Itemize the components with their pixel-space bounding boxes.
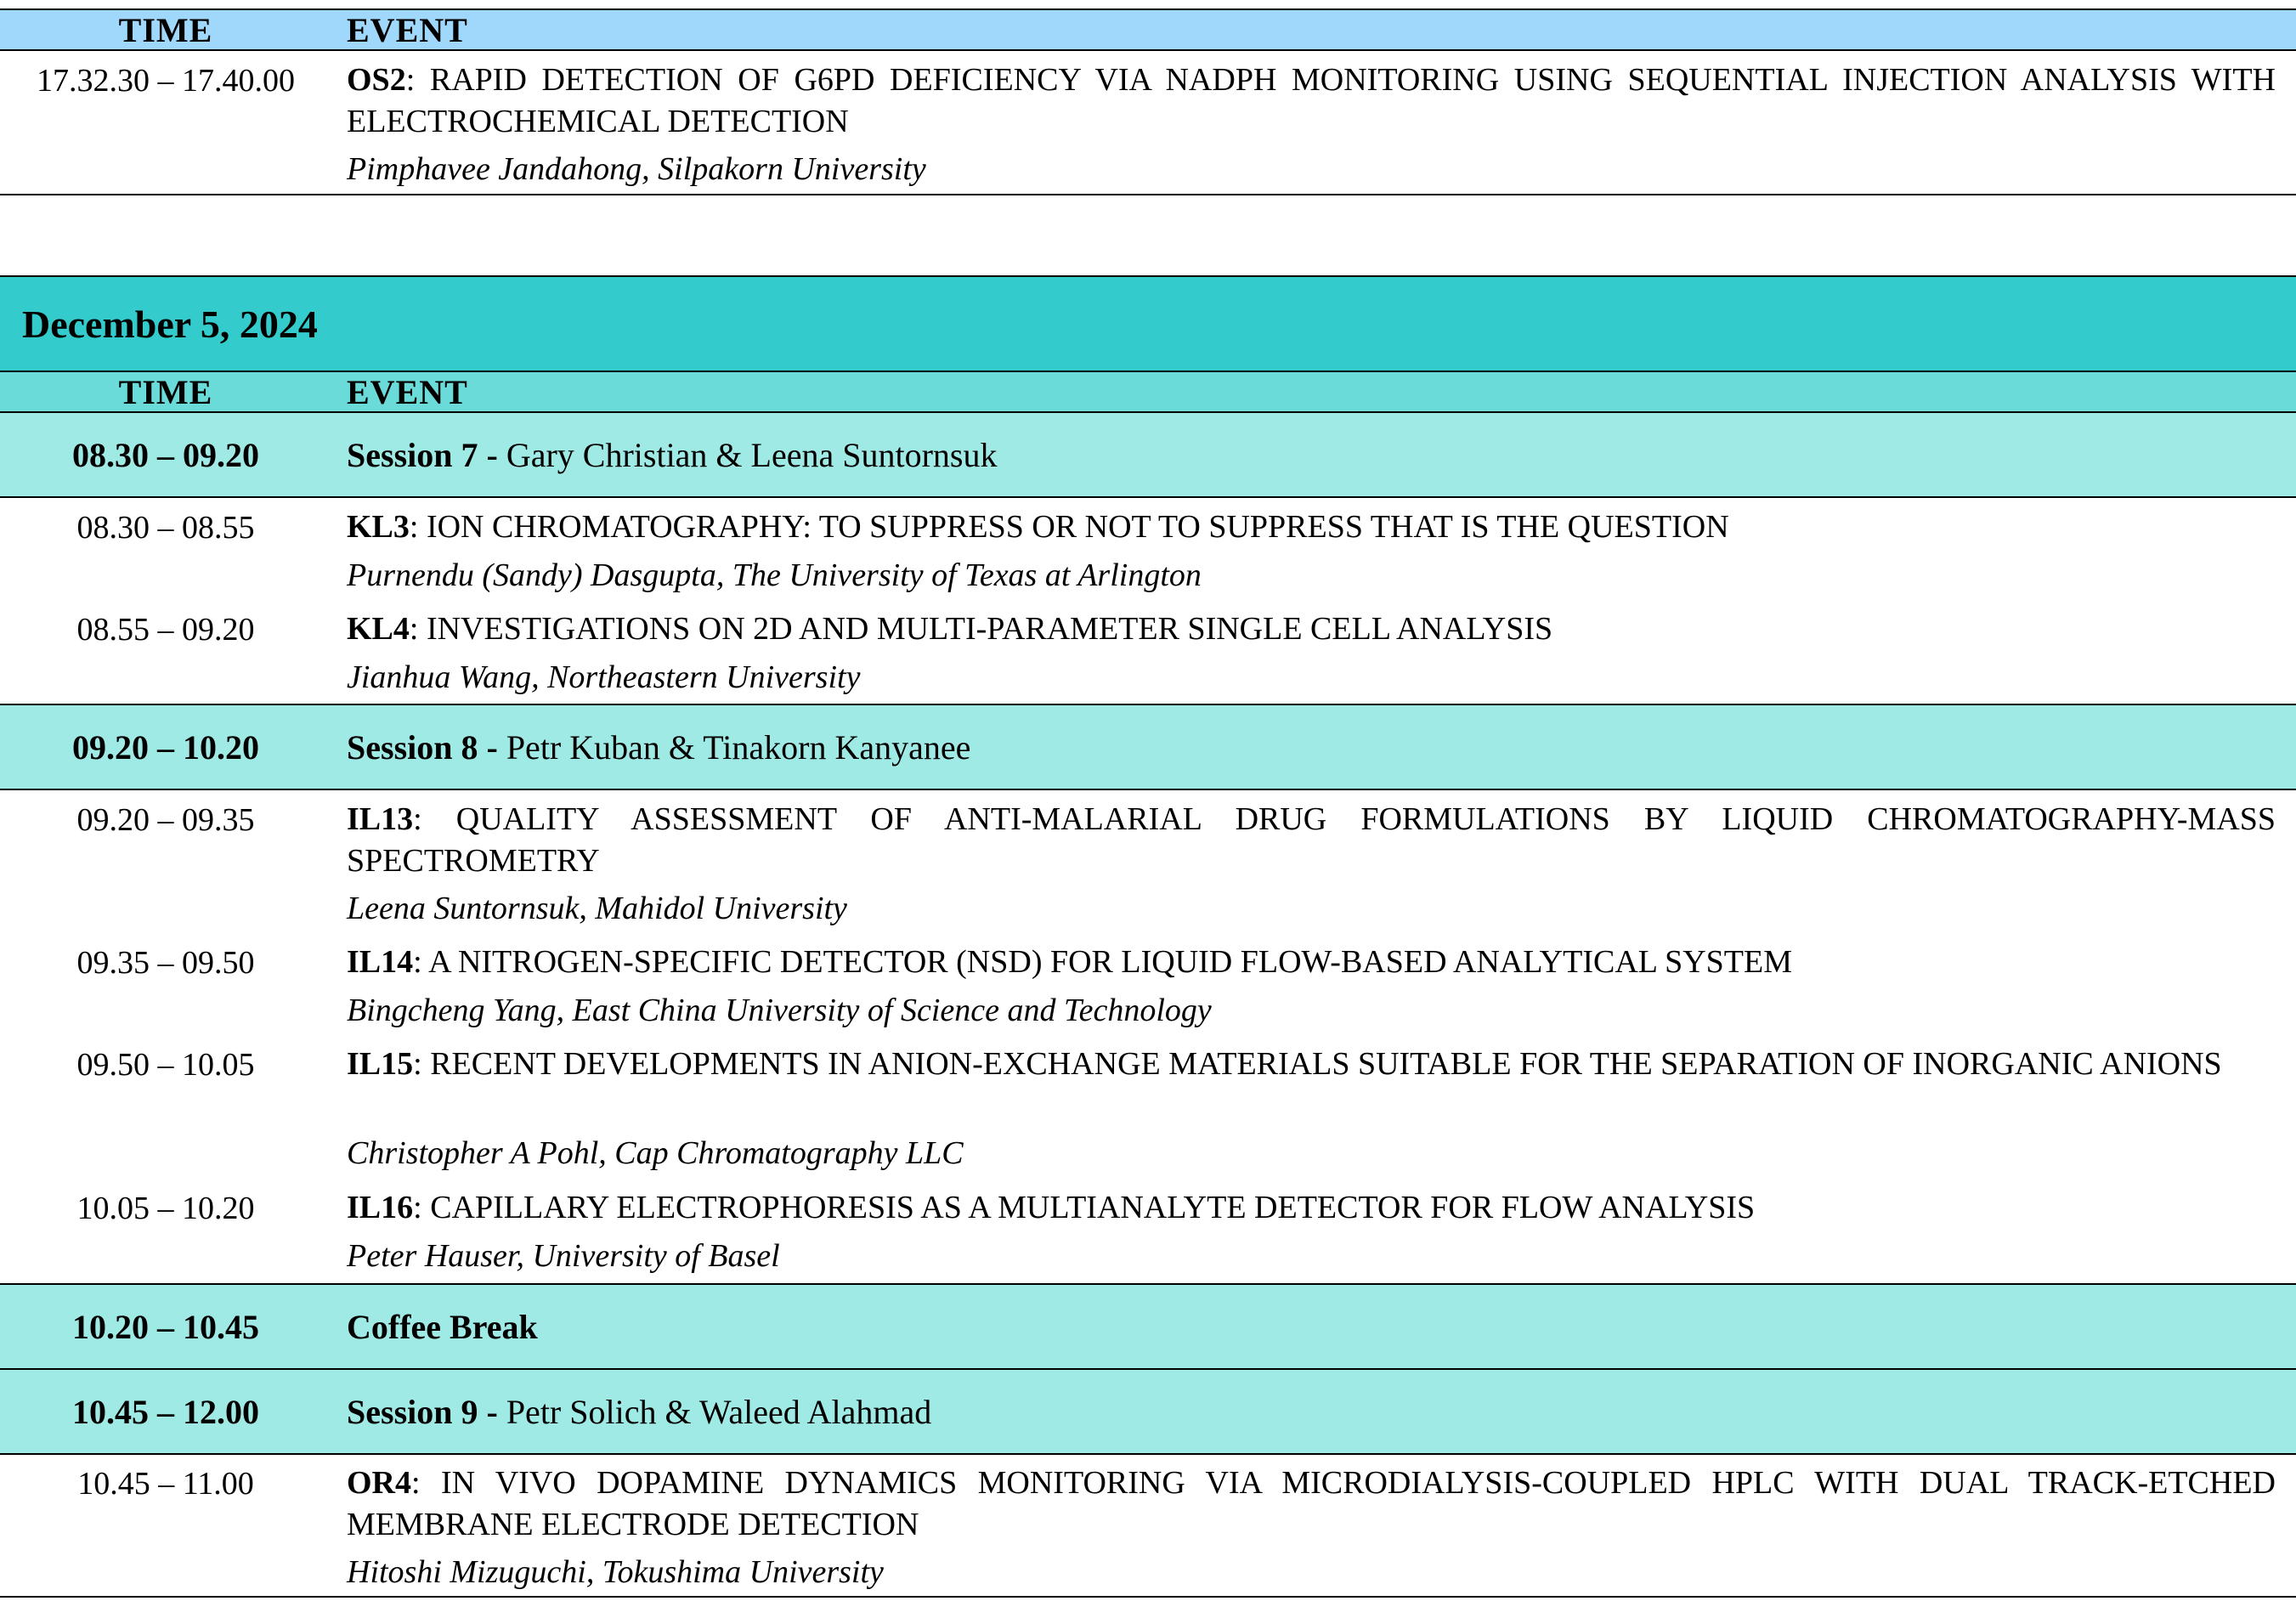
item-time: 08.55 – 09.20 (76, 612, 255, 648)
item-time: 09.20 – 09.35 (76, 802, 255, 838)
item-code: OR4 (347, 1465, 411, 1501)
item-title (347, 506, 2276, 548)
session-time: 10.20 – 10.45 (72, 1307, 259, 1346)
date-banner: December 5, 2024 (0, 275, 2296, 372)
item-author: Bingcheng Yang, East China University of Science and Technology (347, 993, 1212, 1028)
header-event: EVENT (347, 372, 468, 411)
header-time: TIME (118, 372, 213, 411)
item-title-text: : IN VIVO DOPAMINE DYNAMICS MONITORING VIA MICRODIALYSIS-COUPLED HPLC WITH DUAL TRACK-ETCHED MEMBRANE ELECTRODE DETECTION (347, 1465, 2276, 1542)
item-author: Christopher A Pohl, Cap Chromatography LLC (347, 1135, 964, 1171)
item-title-text: : CAPILLARY ELECTROPHORESIS AS A MULTIANALYTE DETECTOR FOR FLOW ANALYSIS (413, 1190, 1756, 1225)
item-title-text: : ION CHROMATOGRAPHY: TO SUPPRESS OR NOT TO SUPPRESS THAT IS THE QUESTION (409, 509, 1729, 545)
session-time: 08.30 – 09.20 (72, 435, 259, 474)
item-code: IL15 (347, 1046, 414, 1082)
item-title (347, 942, 2276, 983)
item-title-text: : QUALITY ASSESSMENT OF ANTI-MALARIAL DRUG FORMULATIONS BY LIQUID CHROMATOGRAPHY-MASS SPECTROMETRY (347, 801, 2276, 879)
item-title (347, 59, 2276, 143)
item-author: Leena Suntornsuk, Mahidol University (347, 891, 847, 926)
schedule-item-os2 (0, 59, 2296, 187)
session-title (347, 1370, 931, 1453)
divider (0, 1596, 2296, 1598)
item-title (347, 608, 2276, 650)
item-title-text: : A NITROGEN-SPECIFIC DETECTOR (NSD) FOR LIQUID FLOW-BASED ANALYTICAL SYSTEM (413, 944, 1792, 980)
item-title-text: : RAPID DETECTION OF G6PD DEFICIENCY VIA NADPH MONITORING USING SEQUENTIAL INJECTION ANALYSIS WITH ELECTROCHEMICAL DETECTION (347, 62, 2276, 139)
session-chairs: Petr Kuban & Tinakorn Kanyanee (506, 727, 971, 767)
coffee-break-row (0, 1283, 2296, 1370)
session-title (347, 705, 970, 789)
item-author: Peter Hauser, University of Basel (347, 1238, 780, 1274)
item-title (347, 1462, 2276, 1546)
item-time: 10.05 – 10.20 (76, 1191, 255, 1226)
item-author: Jianhua Wang, Northeastern University (347, 659, 861, 695)
item-title (347, 1187, 2276, 1229)
session-chairs: Gary Christian & Leena Suntornsuk (506, 435, 998, 474)
item-code: IL16 (347, 1190, 414, 1225)
table-header (0, 372, 2296, 413)
session-title (347, 1285, 538, 1368)
item-time: 08.30 – 08.55 (76, 510, 255, 546)
item-time: 09.35 – 09.50 (76, 945, 255, 981)
item-code: KL3 (347, 509, 410, 545)
session-chairs: Petr Solich & Waleed Alahmad (506, 1392, 932, 1431)
table-header-top (0, 8, 2296, 51)
item-author: Pimphavee Jandahong, Silpakorn University (347, 151, 926, 187)
session-label: Coffee Break (347, 1307, 538, 1346)
header-event: EVENT (347, 10, 468, 49)
item-code: OS2 (347, 62, 406, 98)
item-title (347, 1044, 2276, 1085)
session-title (347, 413, 998, 496)
item-title (347, 799, 2276, 882)
item-title-text: : RECENT DEVELOPMENTS IN ANION-EXCHANGE MATERIALS SUITABLE FOR THE SEPARATION OF INORGANIC ANIONS (413, 1046, 2222, 1082)
item-time: 09.50 – 10.05 (76, 1047, 255, 1083)
item-time: 10.45 – 11.00 (77, 1466, 254, 1502)
session-time: 10.45 – 12.00 (72, 1392, 259, 1431)
item-title-text: : INVESTIGATIONS ON 2D AND MULTI-PARAMETER SINGLE CELL ANALYSIS (409, 611, 1553, 647)
session-time: 09.20 – 10.20 (72, 727, 259, 767)
item-code: IL14 (347, 944, 414, 980)
session-row (0, 704, 2296, 790)
session-row (0, 1370, 2296, 1455)
item-author: Purnendu (Sandy) Dasgupta, The University of Texas at Arlington (347, 557, 1202, 593)
item-author: Hitoshi Mizuguchi, Tokushima University (347, 1554, 884, 1590)
session-label: Session 8 - (347, 727, 498, 767)
session-label: Session 7 - (347, 435, 498, 474)
item-code: KL4 (347, 611, 410, 647)
item-time: 17.32.30 – 17.40.00 (37, 63, 295, 99)
header-time: TIME (118, 10, 213, 49)
session-label: Session 9 - (347, 1392, 498, 1431)
session-row (0, 413, 2296, 498)
divider (0, 194, 2296, 195)
item-code: IL13 (347, 801, 414, 837)
